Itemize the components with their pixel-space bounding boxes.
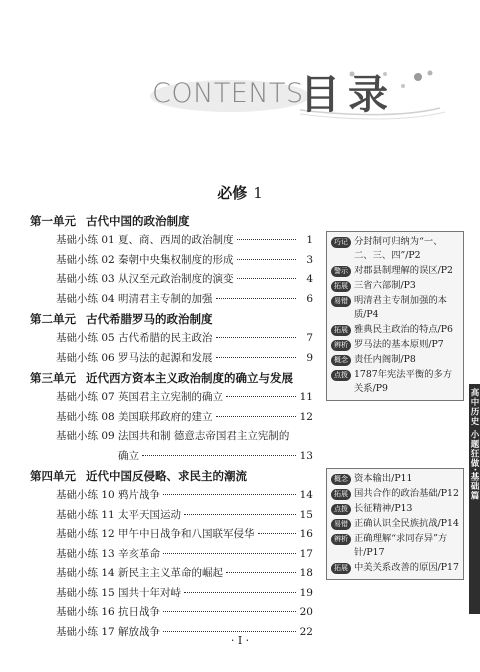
entry-page: 7: [306, 332, 313, 344]
entry-number: 基础小练 17: [56, 625, 115, 638]
note-tag-badge: 拓展: [331, 325, 351, 336]
note-tag-badge: 概念: [331, 474, 351, 485]
toc-entry[interactable]: [30, 486, 313, 506]
toc-entry[interactable]: [30, 408, 313, 428]
note-text: 资本输出/P11: [354, 473, 413, 484]
toc-entry[interactable]: [30, 349, 313, 369]
leader-dots: [216, 356, 297, 358]
toc-entry[interactable]: [30, 251, 313, 271]
unit-label: 第二单元: [30, 312, 76, 326]
entry-title: 鸦片战争: [118, 489, 160, 501]
note-item: [331, 264, 459, 278]
note-item: [331, 368, 459, 396]
table-of-contents: [30, 211, 313, 642]
note-tag-badge: 拓展: [331, 563, 351, 574]
note-item: [331, 353, 459, 367]
entry-page: 17: [299, 547, 313, 560]
book-name: 必修: [217, 184, 248, 202]
note-tag-badge: 拓展: [331, 281, 351, 292]
unit-label: 第三单元: [30, 371, 76, 385]
entry-page: 20: [299, 606, 313, 618]
entry-page: 1: [306, 234, 313, 246]
unit-title: 近代中国反侵略、求民主的潮流: [86, 469, 247, 483]
entry-number: 基础小练 13: [56, 547, 115, 560]
note-item: [331, 517, 459, 531]
toc-entry[interactable]: [30, 525, 313, 545]
note-item: [331, 561, 459, 575]
entry-page: 3: [306, 253, 313, 266]
note-tag-badge: 易错: [331, 519, 351, 530]
entry-title: 辛亥革命: [118, 547, 160, 560]
toc-entry[interactable]: [30, 564, 313, 584]
entry-title: 从汉至元政治制度的演变: [118, 273, 234, 285]
entry-page: 6: [306, 292, 313, 305]
entry-number: 基础小练 15: [56, 586, 115, 599]
note-text: 三省六部制/P3: [354, 280, 416, 291]
entry-title-continued: 确立: [118, 449, 139, 462]
unit-heading: [30, 466, 313, 486]
note-item: [331, 532, 459, 560]
entry-page: 13: [299, 449, 313, 462]
leader-dots: [163, 630, 296, 632]
leader-dots: [163, 493, 296, 495]
unit-title: 近代西方资本主义政治制度的确立与发展: [86, 371, 293, 385]
entry-title: 古代希腊的民主政治: [118, 332, 213, 344]
note-item: [331, 323, 459, 337]
note-text: 长征精神/P13: [354, 503, 413, 514]
leader-dots: [163, 552, 296, 554]
note-text: 责任内阁制/P8: [354, 354, 416, 365]
leader-dots: [226, 571, 296, 573]
note-tag-badge: 辨析: [331, 340, 351, 351]
note-item: [331, 279, 459, 293]
entry-number: 基础小练 07: [56, 391, 115, 403]
entry-number: 基础小练 01: [56, 234, 115, 246]
entry-page: 12: [299, 410, 313, 423]
note-tag-badge: 辨析: [331, 534, 351, 545]
notes-box-2: [326, 468, 464, 580]
toc-entry[interactable]: [30, 506, 313, 526]
leader-dots: [163, 610, 296, 612]
entry-page: 14: [299, 489, 313, 501]
note-text: 1787年宪法平衡的多方关系/P9: [354, 369, 453, 394]
book-number: 1: [253, 184, 263, 202]
entry-page: 9: [306, 351, 313, 364]
entry-title: 秦朝中央集权制度的形成: [118, 253, 234, 266]
entry-number: 基础小练 02: [56, 253, 115, 266]
toc-entry[interactable]: [30, 329, 313, 349]
entry-title: 解放战争: [118, 625, 160, 638]
entry-number: 基础小练 04: [56, 292, 115, 305]
toc-entry-continued[interactable]: [30, 447, 313, 467]
entry-title: 法国共和制 德意志帝国君主立宪制的: [118, 430, 290, 442]
note-text: 正确认识全民族抗战/P14: [354, 518, 459, 529]
leader-dots: [142, 454, 296, 456]
leader-dots: [184, 513, 296, 515]
note-text: 雅典民主政治的特点/P6: [354, 324, 453, 335]
series-strip-label: 高中历史 小题狂做·基础篇: [469, 388, 479, 501]
leader-dots: [237, 238, 297, 240]
entry-title: 英国君主立宪制的确立: [118, 391, 223, 403]
book-heading: [0, 182, 480, 203]
leader-dots: [237, 277, 297, 279]
toc-entry[interactable]: [30, 270, 313, 290]
unit-title: 古代中国的政治制度: [86, 214, 190, 228]
entry-title: 罗马法的起源和发展: [118, 351, 213, 364]
toc-entry[interactable]: [30, 231, 313, 251]
entry-title: 国共十年对峙: [118, 586, 181, 599]
note-item: [331, 472, 459, 486]
entry-title: 太平天国运动: [118, 508, 181, 521]
entry-title: 美国联邦政府的建立: [118, 410, 213, 423]
note-tag-badge: 点拨: [331, 504, 351, 515]
entry-number: 基础小练 14: [56, 567, 115, 579]
note-item: [331, 294, 459, 322]
header: [0, 0, 480, 150]
entry-page: 16: [299, 528, 313, 540]
note-tag-badge: 点拨: [331, 370, 351, 381]
entry-page: 11: [299, 391, 313, 403]
entry-page: 15: [299, 508, 313, 521]
note-item: [331, 502, 459, 516]
note-tag-badge: 易错: [331, 296, 351, 307]
note-text: 正确理解“求同存异”方针/P17: [354, 533, 448, 558]
header-decoration: [0, 0, 480, 150]
entry-page: 19: [299, 586, 313, 599]
entry-number: 基础小练 05: [56, 332, 115, 344]
leader-dots: [226, 395, 296, 397]
contents-label: CONTENTS: [152, 78, 304, 109]
toc-entry[interactable]: [30, 603, 313, 623]
note-text: 明清君主专制加强的本质/P4: [354, 295, 447, 320]
unit-heading: [30, 309, 313, 329]
unit-label: 第一单元: [30, 214, 76, 228]
page-number: · I ·: [230, 634, 250, 647]
note-item: [331, 235, 459, 263]
note-text: 罗马法的基本原则/P7: [354, 339, 444, 350]
leader-dots: [216, 336, 297, 338]
note-item: [331, 487, 459, 501]
note-tag-badge: 警示: [331, 266, 351, 277]
leader-dots: [237, 258, 297, 260]
note-text: 中美关系改善的原因/P17: [354, 562, 459, 573]
entry-number: 基础小练 09: [56, 430, 115, 442]
note-text: 对郡县制理解的误区/P2: [354, 265, 453, 276]
leader-dots: [184, 591, 296, 593]
toc-entry[interactable]: [30, 290, 313, 310]
toc-entry[interactable]: [30, 427, 313, 447]
entry-title: 甲午中日战争和八国联军侵华: [118, 528, 255, 540]
toc-entry[interactable]: [30, 545, 313, 565]
toc-entry[interactable]: [30, 388, 313, 408]
entry-number: 基础小练 06: [56, 351, 115, 364]
note-tag-badge: 概念: [331, 355, 351, 366]
entry-title: 抗日战争: [118, 606, 160, 618]
note-tag-badge: 拓展: [331, 489, 351, 500]
entry-number: 基础小练 10: [56, 489, 115, 501]
unit-heading: [30, 368, 313, 388]
note-item: [331, 338, 459, 352]
toc-entry[interactable]: [30, 584, 313, 604]
unit-label: 第四单元: [30, 469, 76, 483]
entry-page: 4: [306, 273, 313, 285]
unit-title: 古代希腊罗马的政治制度: [86, 312, 213, 326]
entry-page: 18: [299, 567, 313, 579]
leader-dots: [258, 532, 297, 534]
entry-number: 基础小练 08: [56, 410, 115, 423]
page-title: 目录: [300, 72, 396, 118]
note-text: 国共合作的政治基础/P12: [354, 488, 459, 499]
note-text: 分封制可归纳为“一、二、三、四”/P2: [354, 236, 443, 261]
unit-heading: [30, 211, 313, 231]
leader-dots: [216, 415, 297, 417]
entry-page: 22: [299, 625, 313, 638]
entry-number: 基础小练 11: [56, 508, 115, 521]
entry-title: 新民主主义革命的崛起: [118, 567, 223, 579]
entry-number: 基础小练 03: [56, 273, 115, 285]
entry-title: 夏、商、西周的政治制度: [118, 234, 234, 246]
notes-box-1: [326, 231, 464, 401]
entry-number: 基础小练 16: [56, 606, 115, 618]
entry-title: 明清君主专制的加强: [118, 292, 213, 305]
leader-dots: [216, 297, 297, 299]
entry-number: 基础小练 12: [56, 528, 115, 540]
note-tag-badge: 巧记: [331, 237, 351, 248]
